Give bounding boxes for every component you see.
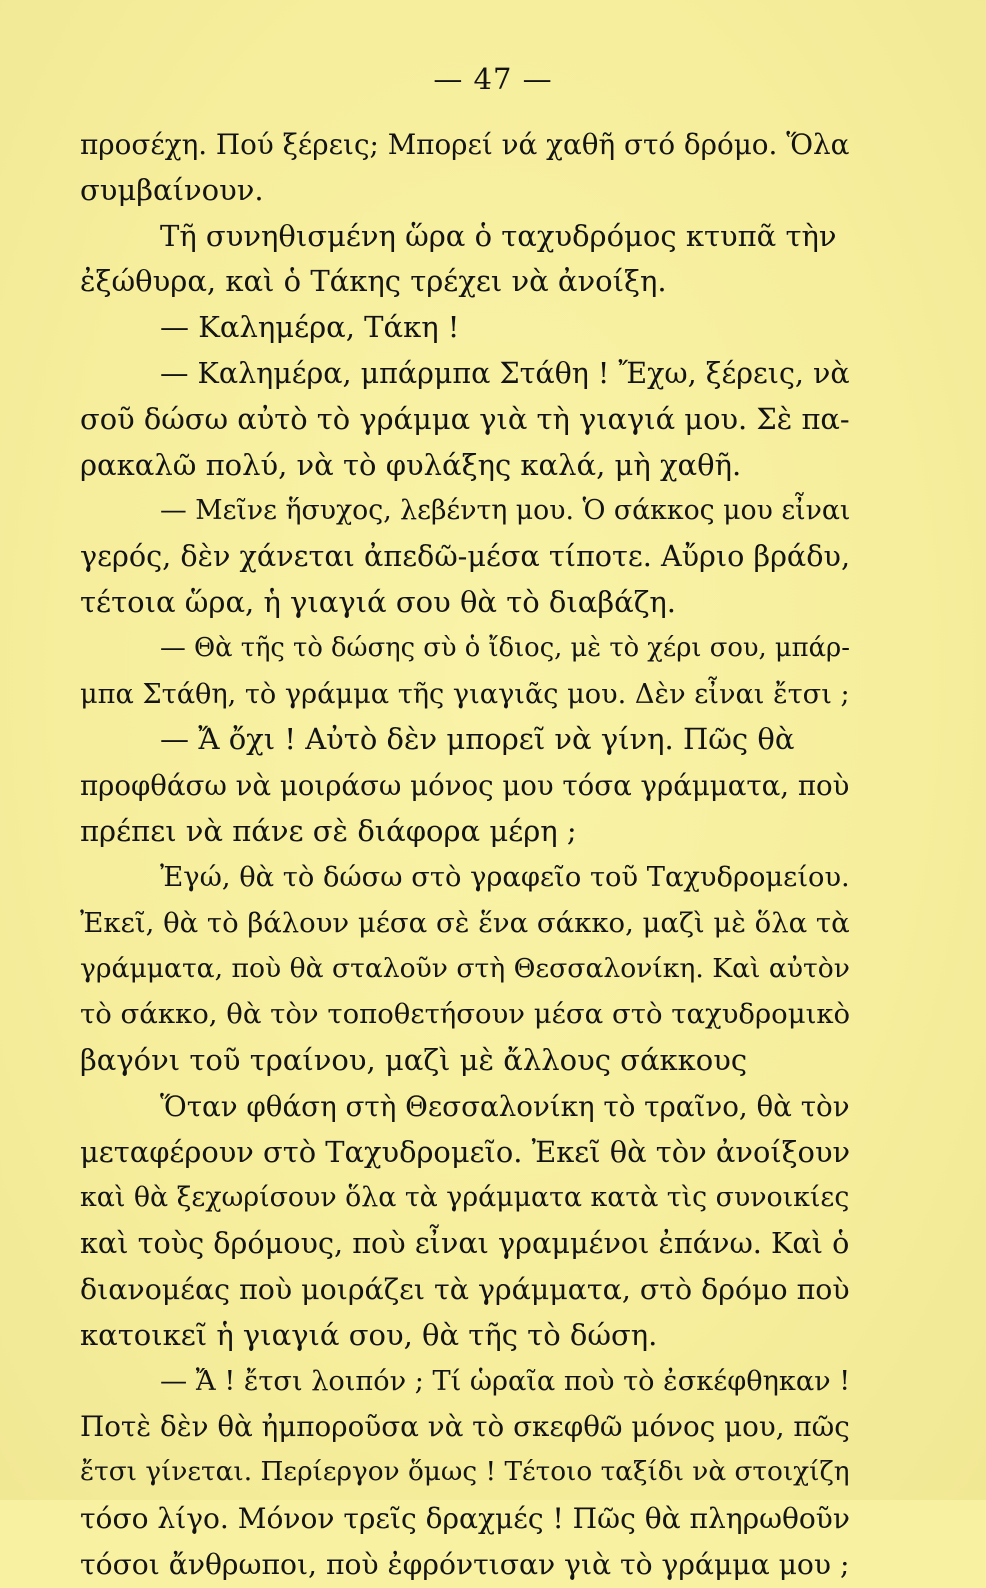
text-line: ἔτσι γίνεται. Περίεργον ὅμως ! Τέτοιο ταξίδι νὰ στοιχίζη (80, 1457, 850, 1488)
text-line: Ἐγώ, θὰ τὸ δώσω στὸ γραφεῖο τοῦ Ταχυδρομείου. (160, 861, 850, 893)
text-line: Ὅταν φθάση στὴ Θεσσαλονίκη τὸ τραῖνο, θὰ τὸν (160, 1089, 850, 1123)
text-line: τόσο λίγο. Μόνον τρεῖς δραχμές ! Πῶς θὰ πληρωθοῦν (80, 1501, 850, 1535)
text-line: — Καλημέρα, μπάρμπα Στάθη ! Ἔχω, ξέρεις, νὰ (160, 356, 850, 390)
text-line: τὸ σάκκο, θὰ τὸν τοποθετήσουν μέσα στὸ ταχυδρομικὸ (80, 998, 850, 1031)
text-line: βαγόνι τοῦ τραίνου, μαζὶ μὲ ἄλλους σάκκους (80, 1042, 748, 1077)
page-number: — 47 — (433, 62, 553, 96)
text-line: γερός, δὲν χάνεται ἀπεδῶ-μέσα τίποτε. Αὔριο βράδυ, (80, 539, 850, 574)
text-line: μπα Στάθη, τὸ γράμμα τῆς γιαγιᾶς μου. Δὲν εἶναι ἔτσι ; (80, 678, 850, 710)
text-line: πρέπει νὰ πάνε σὲ διάφορα μέρη ; (80, 813, 577, 848)
text-line: Ποτὲ δὲν θὰ ἠμποροῦσα νὰ τὸ σκεφθῶ μόνος μου, πῶς (80, 1410, 850, 1444)
text-line: — Θὰ τῆς τὸ δώσης σὺ ὁ ἴδιος, μὲ τὸ χέρι σου, μπάρ- (160, 632, 850, 663)
text-line: μεταφέρουν στὸ Ταχυδρομεῖο. Ἐκεῖ θὰ τὸν ἀνοίξουν (80, 1134, 850, 1169)
text-line: Ἐκεῖ, θὰ τὸ βάλουν μέσα σὲ ἕνα σάκκο, μαζὶ μὲ ὅλα τὰ (80, 907, 850, 939)
text-line: — Ἄ ὄχι ! Αὐτὸ δὲν μπορεῖ νὰ γίνη. Πῶς θὰ (160, 722, 795, 757)
text-line: — Καλημέρα, Τάκη ! (160, 310, 460, 345)
text-line: τέτοια ὥρα, ἡ γιαγιά σου θὰ τὸ διαβάζη. (80, 584, 677, 619)
text-line: συμβαίνουν. (80, 172, 264, 207)
text-line: τόσοι ἄνθρωποι, ποὺ ἐφρόντισαν γιὰ τὸ γράμμα μου ; (80, 1547, 850, 1581)
text-line: ρακαλῶ πολύ, νὰ τὸ φυλάξης καλά, μὴ χαθῆ. (80, 447, 742, 482)
text-line: — Ἄ ! ἔτσι λοιπόν ; Τί ὡραῖα ποὺ τὸ ἐσκέφθηκαν ! (160, 1365, 850, 1397)
text-line: κατοικεῖ ἡ γιαγιά σου, θὰ τῆς τὸ δώση. (80, 1317, 658, 1352)
text-line: προφθάσω νὰ μοιράσω μόνος μου τόσα γράμματα, ποὺ (80, 769, 850, 803)
text-line: — Μεῖνε ἥσυχος, λεβέντη μου. Ὁ σάκκος μου εἶναι (160, 495, 850, 527)
text-line: καὶ τοὺς δρόμους, ποὺ εἶναι γραμμένοι ἐπάνω. Καὶ ὁ (80, 1226, 850, 1261)
text-line: προσέχη. Πού ξέρεις; Μπορεί νά χαθῆ στό δρόμο. Ὅλα (80, 128, 850, 161)
text-line: ἐξώθυρα, καὶ ὁ Τάκης τρέχει νὰ ἀνοίξη. (80, 264, 667, 299)
text-line: διανομέας ποὺ μοιράζει τὰ γράμματα, στὸ δρόμο ποὺ (80, 1272, 850, 1306)
text-line: γράμματα, ποὺ θὰ σταλοῦν στὴ Θεσσαλονίκη. Καὶ αὐτὸν (80, 953, 850, 985)
text-line: σοῦ δώσω αὐτὸ τὸ γράμμα γιὰ τὴ γιαγιά μου. Σὲ πα- (80, 401, 850, 436)
body-text (80, 122, 850, 1588)
text-line: καὶ θὰ ξεχωρίσουν ὅλα τὰ γράμματα κατὰ τὶς συνοικίες (80, 1182, 850, 1214)
text-line: Τῆ συνηθισμένη ὥρα ὁ ταχυδρόμος κτυπᾶ τὴν (160, 218, 837, 253)
